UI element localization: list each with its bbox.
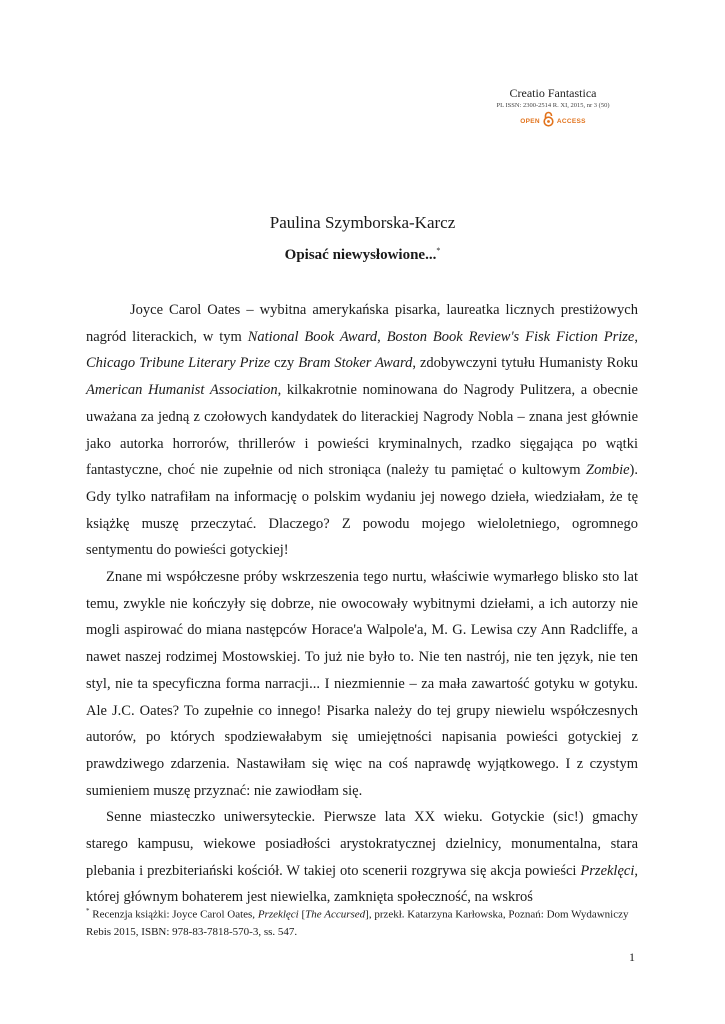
open-access-badge: [473, 111, 633, 132]
page-number: 1: [629, 950, 635, 964]
article-title-text: Opisać niewysłowione...: [284, 247, 437, 263]
article-body: [86, 297, 638, 911]
open-label: OPEN: [520, 118, 540, 125]
paragraph-text-run: Bram Stoker Award: [298, 355, 413, 372]
paragraph-text-run: Joyce Carol Oates – wybitna amerykańska pisarka, laureatka licznych prestiżowych nagród literackich, w tym: [86, 302, 638, 345]
access-label: ACCESS: [556, 118, 586, 125]
paragraph-text-run: National Book Award: [247, 328, 378, 345]
paragraph-text-run: ,: [634, 328, 638, 345]
paragraph-text-run: Chicago Tribune Literary Prize: [86, 355, 271, 372]
paragraph-text-run: , kilkakrotnie nominowana do Nagrody Pulitzera, a obecnie uważana za jedną z czołowych kandydatek do literackiej Nagrody Nobla – znana jest głównie jako autorka horrorów, thrillerów i powieści kryminalnych, rzadko sięgająca po wątki fantastyczne, choć nie zupełnie od nich stroniąca (należy tu pamiętać o kultowym: [86, 382, 638, 479]
paragraph-text-run: American Humanist Association: [86, 382, 278, 399]
journal-header: [473, 86, 633, 132]
footnote-text-run: Recenzja książki: Joyce Carol Oates,: [89, 908, 258, 921]
article-author: Paulina Szymborska-Karcz: [269, 213, 456, 232]
footnote-text-run: Przeklęci: [257, 908, 299, 921]
paragraph-text-run: Zombie: [586, 462, 630, 479]
paragraph-text-run: Przeklęci: [580, 862, 635, 879]
footnote-text-run: *: [86, 907, 90, 915]
title-footnote-mark: *: [436, 246, 441, 255]
article-title: [0, 246, 725, 264]
footnote-text-run: The Accursed: [305, 908, 366, 921]
paragraph-text-run: Boston Book Review's Fisk Fiction Prize: [386, 328, 635, 345]
journal-issn: PL ISSN: 2300-2514 R. XI, 2015, nr 3 (50): [496, 102, 610, 109]
paragraph-text-run: Znane mi współczesne próby wskrzeszenia tego nurtu, właściwie wymarłego blisko sto lat temu, zwykle nie kończyły się dobrze, nie owocowały wybitnymi dziełami, a ich autorzy nie mogli aspirować do miana następców Horace'a Walpole'a, M. G. Lewisa czy Ann Radcliffe, a nawet naszej rodzimej Mostowskiej. To już nie było to. Nie ten nastrój, nie ten język, nie ten styl, nie ta specyficzna forma narracji... I niezmiennie – za mała zawartość gotyku w gotyku. Ale J.C. Oates? To zupełnie co innego! Pisarka należy do tej grupy niewielu współczesnych autorów, po których spodziewałabym się umiejętności napisania powieści gotyckiej z prawdziwego zdarzenia. Nastawiłam się więc na coś naprawdę wyjątkowego. I z czystym sumieniem muszę przyznać: nie zawiodłam się.: [86, 569, 638, 799]
footnote: [86, 903, 638, 941]
footnote-text-run: ], przekł. Katarzyna Karłowska, Poznań: Dom Wydawniczy Rebis 2015, ISBN: 978-83-7818-570-3, ss. 547.: [86, 908, 629, 938]
paragraph-3: [86, 804, 638, 911]
paragraph-2: [86, 564, 638, 804]
paragraph-1: [86, 297, 638, 564]
paragraph-text-run: czy: [270, 355, 299, 372]
journal-name: Creatio Fantastica: [509, 86, 597, 100]
paragraph-text-run: ). Gdy tylko natrafiłam na informację o polskim wydaniu jej nowego dzieła, wiedziałam, że tę książkę muszę przeczytać. Dlaczego? Z powodu mojego wieloletniego, ogromnego sentymentu do powieści gotyckiej!: [86, 462, 638, 559]
paragraph-text-run: , zdobywczyni tytułu Humanisty Roku: [412, 355, 638, 372]
paragraph-text-run: Senne miasteczko uniwersyteckie. Pierwsze lata XX wieku. Gotyckie (sic!) gmachy starego kampusu, wiekowe posiadłości arystokratycznej dzielnicy, monumentalna, stara plebania i prezbiteriański kościół. W takiej oto scenerii rozgrywa się akcja powieści: [86, 809, 638, 879]
paragraph-text-run: ,: [377, 328, 387, 345]
paragraph-text-run: , której głównym bohaterem jest niewielka, zamknięta społeczność, na wskroś: [86, 862, 638, 906]
footnote-text-run: [: [298, 908, 306, 921]
open-access-lock-icon: [543, 111, 554, 132]
